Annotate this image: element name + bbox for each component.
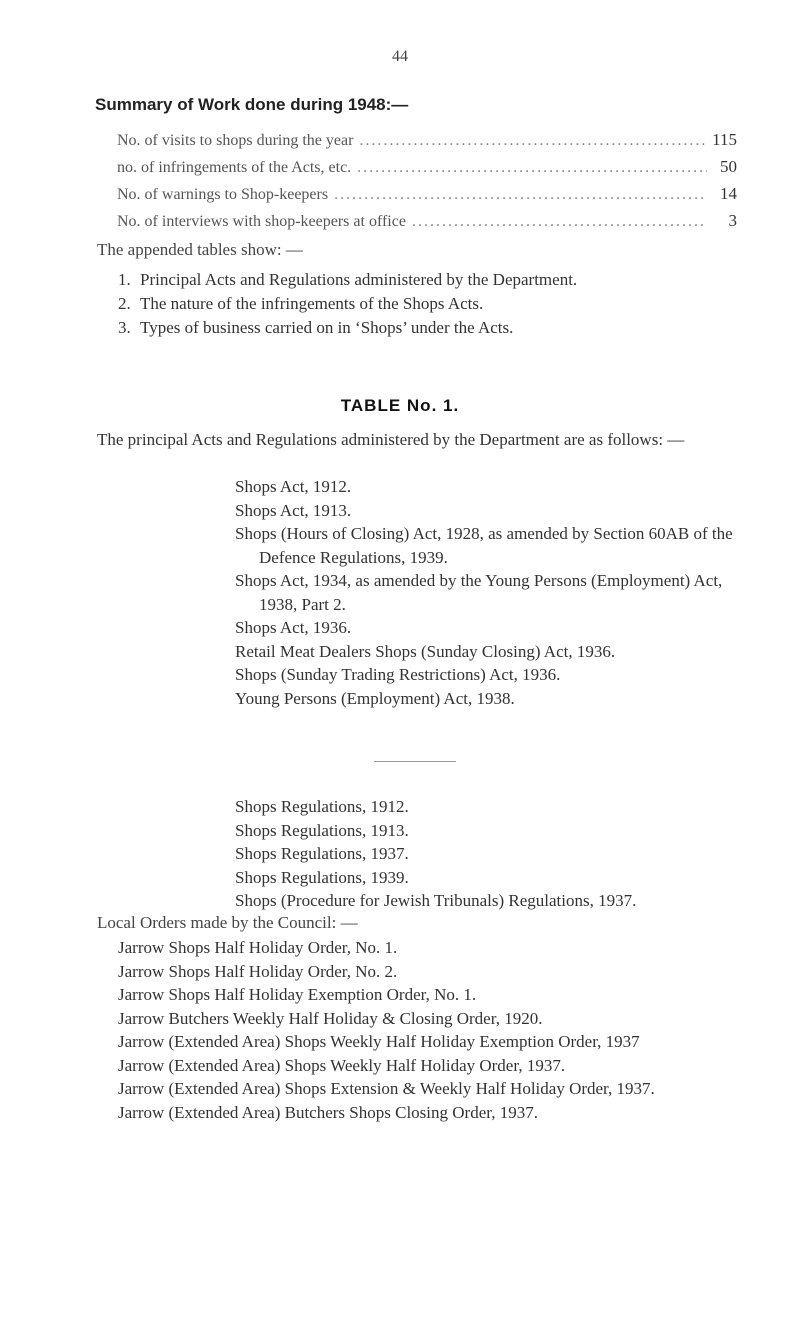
regulation-item: Shops (Procedure for Jewish Tribunals) Regulations, 1937.	[235, 891, 637, 910]
list-text: The nature of the infringements of the Shops Acts.	[140, 294, 484, 313]
dot-leader	[357, 159, 707, 177]
dot-leader	[334, 186, 707, 204]
dot-leader	[412, 213, 707, 231]
list-item	[118, 316, 718, 340]
summary-list	[117, 130, 737, 238]
summary-heading: Summary of Work done during 1948:—	[95, 95, 409, 114]
order-item: Jarrow Shops Half Holiday Exemption Order, No. 1.	[118, 985, 477, 1004]
act-item: Shops Act, 1912.	[235, 477, 352, 496]
order-item: Jarrow (Extended Area) Butchers Shops Closing Order, 1937.	[118, 1102, 538, 1122]
summary-label: no. of infringements of the Acts, etc.	[117, 159, 352, 176]
act-item: Young Persons (Employment) Act, 1938.	[235, 688, 515, 708]
regulation-item: Shops Regulations, 1913.	[235, 820, 409, 840]
summary-label: No. of visits to shops during the year	[117, 132, 354, 149]
summary-row-interviews	[117, 211, 737, 238]
order-item: Jarrow (Extended Area) Shops Weekly Half Holiday Order, 1937.	[118, 1055, 566, 1075]
list-number: 3.	[118, 318, 131, 337]
act-item: Shops (Sunday Trading Restrictions) Act, 1936.	[235, 665, 561, 684]
summary-label: No. of interviews with shop-keepers at office	[117, 213, 406, 230]
regulation-item: Shops Regulations, 1912.	[235, 797, 409, 816]
section-divider	[374, 761, 456, 762]
order-item: Jarrow Shops Half Holiday Order, No. 2.	[118, 961, 398, 981]
list-item	[118, 268, 718, 292]
local-orders-list	[118, 936, 743, 1124]
order-item: Jarrow (Extended Area) Shops Weekly Half Holiday Exemption Order, 1937	[118, 1032, 640, 1051]
order-item: Jarrow Butchers Weekly Half Holiday & Closing Order, 1920.	[118, 1008, 543, 1028]
order-item: Jarrow Shops Half Holiday Order, No. 1.	[118, 938, 398, 957]
summary-value: 115	[712, 130, 737, 149]
summary-row-warnings	[117, 184, 737, 211]
list-number: 1.	[118, 270, 131, 289]
regulation-item: Shops Regulations, 1937.	[235, 844, 409, 863]
table-title: TABLE No. 1.	[340, 396, 460, 415]
summary-value: 14	[720, 184, 737, 203]
summary-value: 3	[728, 211, 737, 230]
local-orders-heading: Local Orders made by the Council: —	[97, 913, 358, 932]
summary-row-infringements	[117, 157, 737, 184]
act-item: Shops Act, 1934, as amended by the Young Persons (Employment) Act, 1938, Part 2.	[235, 571, 723, 614]
act-item: Shops (Hours of Closing) Act, 1928, as amended by Section 60AB of the Defence Regulations, 1939.	[235, 524, 733, 567]
list-text: Principal Acts and Regulations administered by the Department.	[140, 270, 578, 289]
act-item: Shops Act, 1936.	[235, 618, 352, 637]
regulations-list	[235, 795, 745, 913]
appended-list	[118, 268, 718, 340]
table-intro: The principal Acts and Regulations administered by the Department are as follows: —	[97, 430, 685, 449]
list-number: 2.	[118, 294, 131, 313]
list-item	[118, 292, 718, 316]
order-item: Jarrow (Extended Area) Shops Extension & Weekly Half Holiday Order, 1937.	[118, 1079, 655, 1098]
list-text: Types of business carried on in ‘Shops’ under the Acts.	[140, 318, 514, 337]
act-item: Shops Act, 1913.	[235, 500, 352, 520]
page-number: 44	[392, 48, 408, 65]
summary-row-visits	[117, 130, 737, 157]
appended-intro: The appended tables show: —	[97, 240, 303, 259]
regulation-item: Shops Regulations, 1939.	[235, 867, 409, 887]
summary-label: No. of warnings to Shop-keepers	[117, 186, 329, 203]
summary-value: 50	[720, 157, 737, 176]
dot-leader	[359, 132, 706, 150]
acts-list	[235, 475, 745, 710]
act-item: Retail Meat Dealers Shops (Sunday Closing) Act, 1936.	[235, 641, 616, 661]
